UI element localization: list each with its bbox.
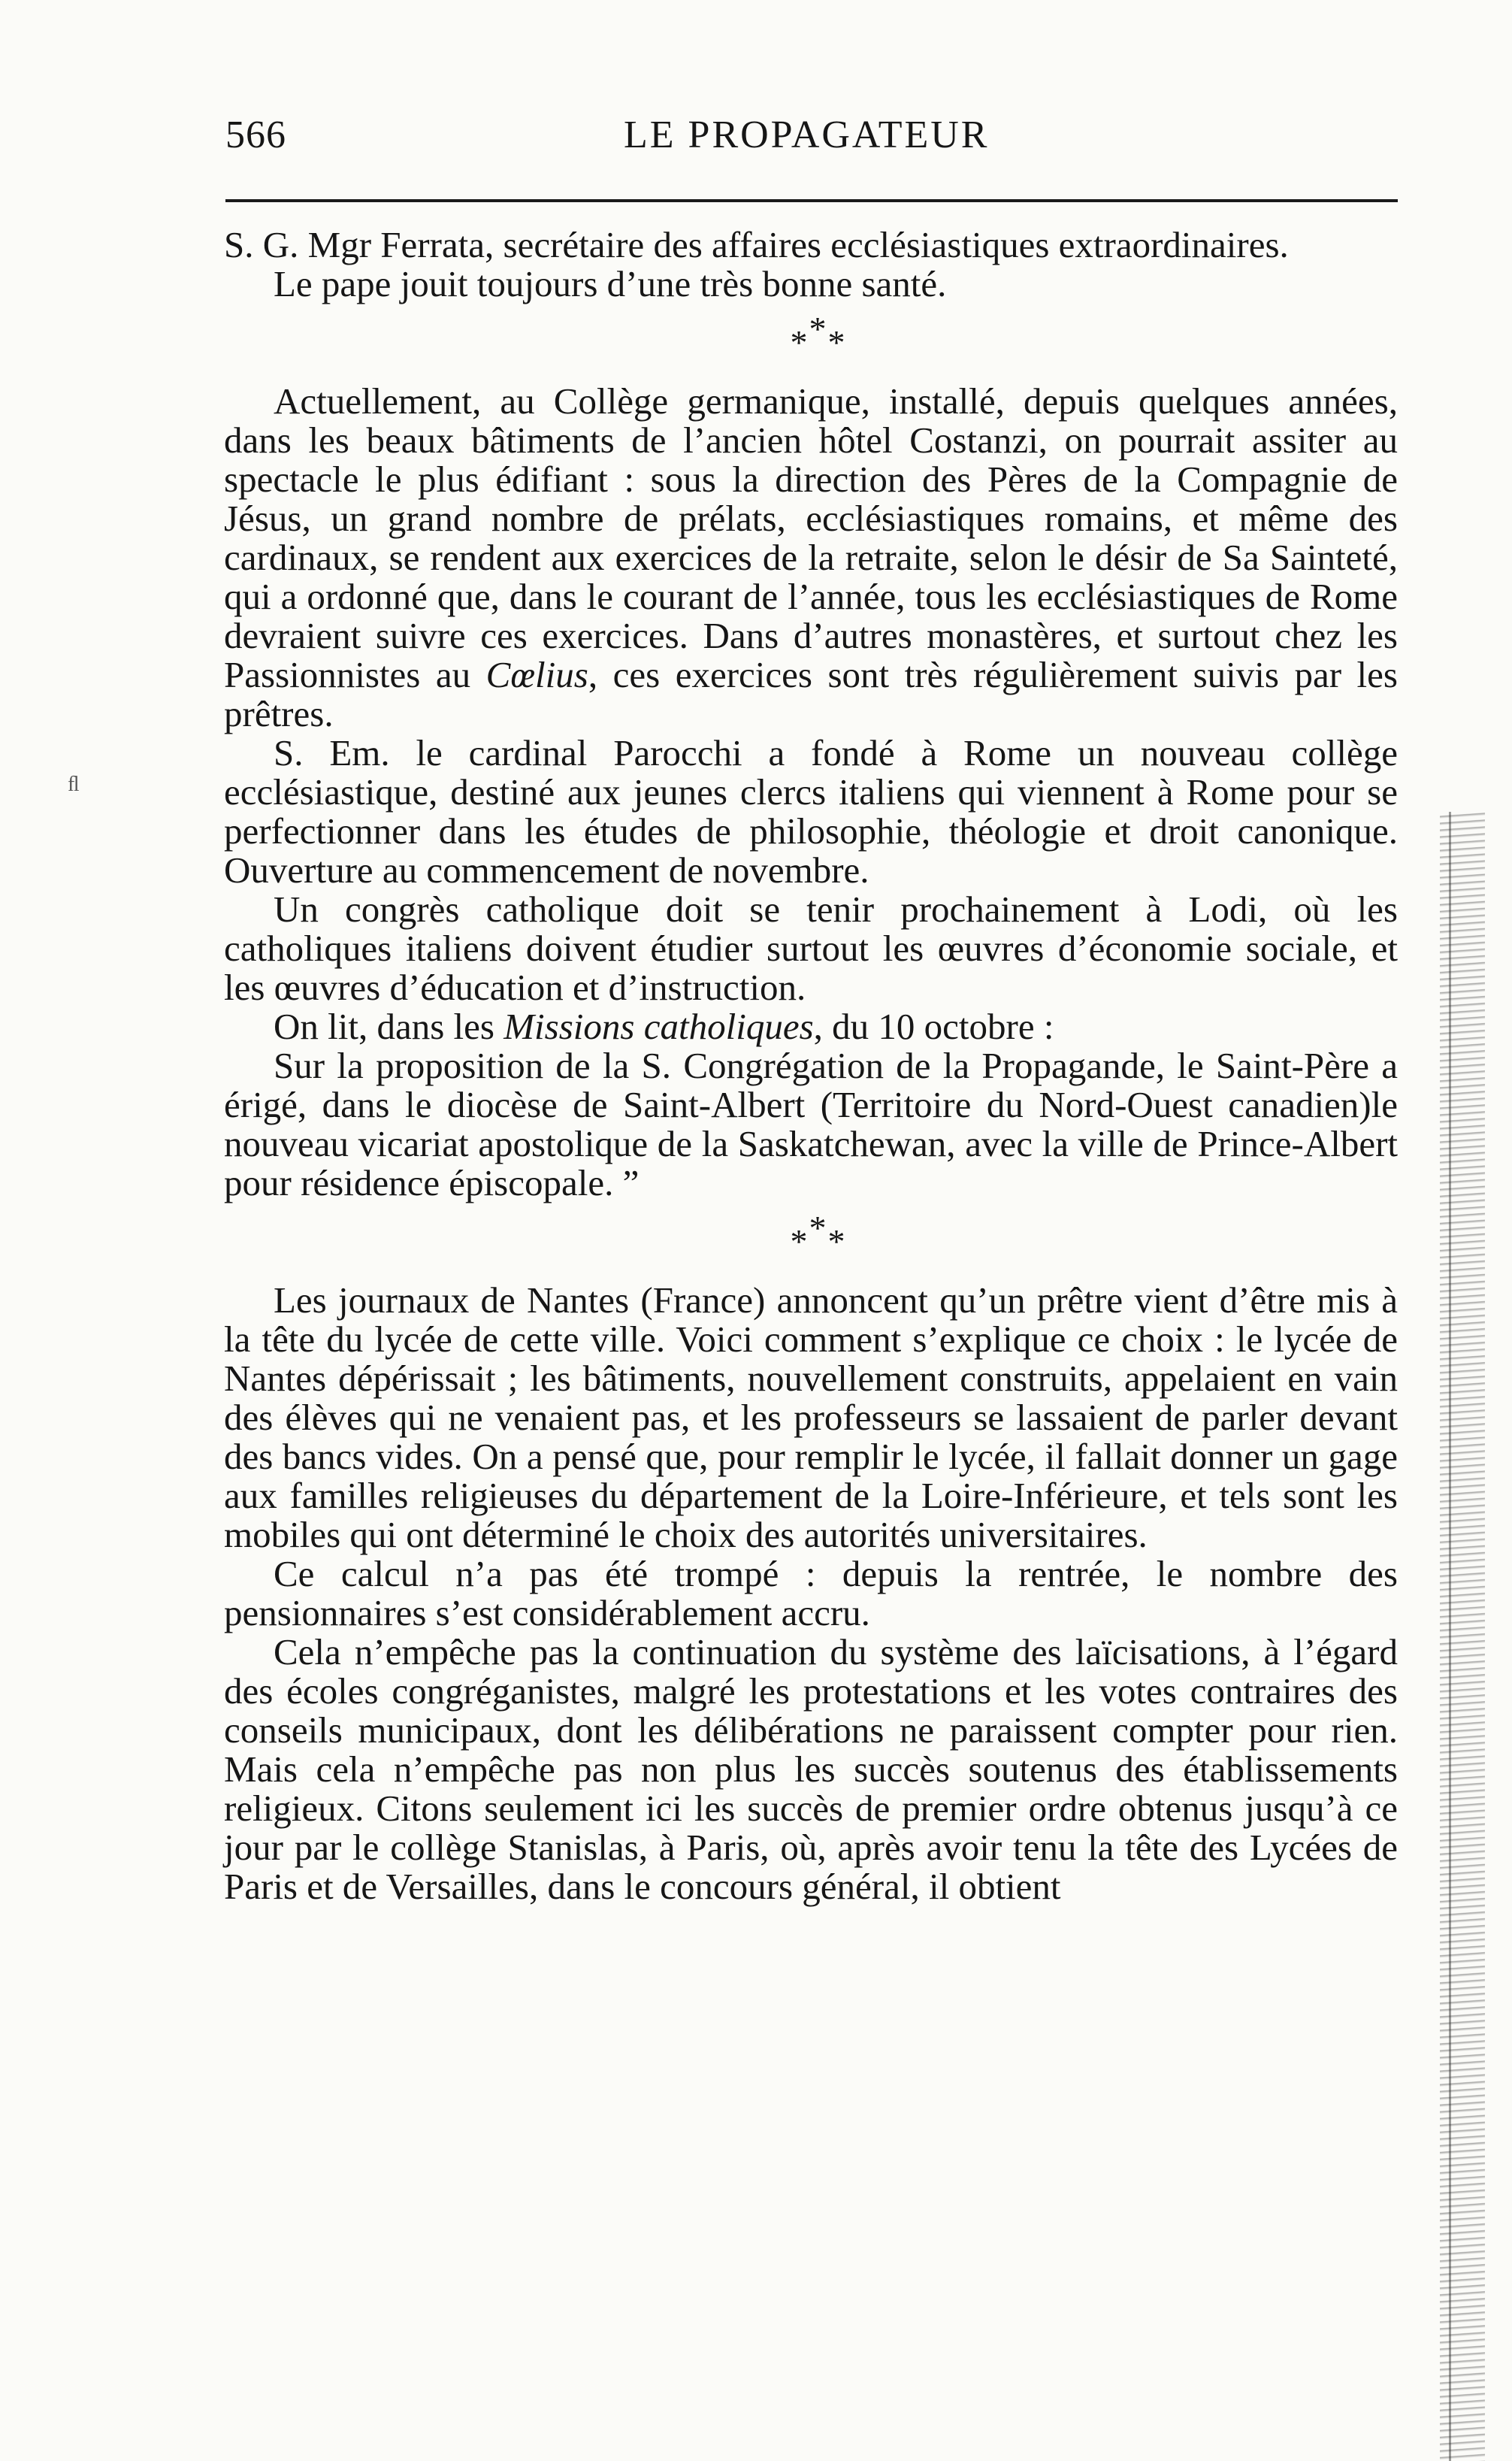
asterism-star-top: * — [809, 1209, 828, 1247]
paragraph-college-germanique — [224, 382, 1398, 734]
margin-mark: ﬂ — [68, 773, 80, 796]
section-asterism-2 — [224, 1203, 1398, 1281]
paragraph-missions-start: On lit, dans les — [274, 1006, 504, 1047]
missions-catholiques-italic: Missions catholiques — [503, 1006, 814, 1047]
article-body — [224, 226, 1398, 1906]
paragraph-lodi-congress: Un congrès catholique doit se tenir prochainement à Lodi, où les catholiques italiens doivent étudier surtout les œuvres d’économie sociale, et les œuvres d’éducation et d’instruction. — [224, 888, 1398, 1008]
paragraph-parocchi: S. Em. le cardinal Parocchi a fondé à Rome un nouveau collège ecclésiastique, destiné aux jeunes clercs italiens qui viennent à Rome pour se perfectionner dans les études de philosophie, théologie et droit canonique. Ouverture au commencement de novembre. — [224, 732, 1398, 891]
paragraph-nantes-lycee: Les journaux de Nantes (France) annoncent qu’un prêtre vient d’être mis à la tête du lycée de cette ville. Voici comment s’explique ce choix : le lycée de Nantes dépérissait ; les bâtiments, nouvellement construits, appelaient en vain des élèves qui ne venaient pas, et les professeurs se lassaient de parler devant des bancs vides. On a pensé que, pour remplir le lycée, il fallait donner un gage aux familles religieuses du département de la Loire-Inférieure, et tels sont les mobiles qui ont déterminé le choix des autorités universitaires. — [224, 1279, 1398, 1555]
paragraph-saskatchewan: Sur la proposition de la S. Congrégation de la Propagande, le Saint-Père a érigé, dans le diocèse de Saint-Albert (Territoire du Nord-Ouest canadien)le nouveau vicariat apostolique de la Saskatchewan, avec la ville de Prince-Albert pour résidence épiscopale. ” — [224, 1045, 1398, 1203]
asterism-star-right: * — [827, 1222, 847, 1261]
asterism-right — [791, 1209, 847, 1261]
header-rule — [225, 199, 1398, 202]
paragraph-pope-health: Le pape jouit toujours d’une très bonne santé. — [274, 263, 947, 304]
asterism-star-left: * — [790, 323, 809, 362]
asterism-star-top: * — [809, 310, 828, 348]
running-title: LE PROPAGATEUR — [624, 114, 990, 156]
page-number: 566 — [225, 114, 286, 156]
binding-edge — [1440, 812, 1485, 2461]
coelius-italic: Cœlius — [485, 654, 588, 695]
paragraph-missions-catholiques — [224, 1007, 1398, 1046]
paragraph-ferrata: S. G. Mgr Ferrata, secrétaire des affaires ecclésiastiques extraordinaires. — [224, 224, 1289, 265]
paragraph-laicisations: Cela n’empêche pas la continuation du système des laïcisations, à l’égard des écoles congréganistes, malgré les protestations et les votes contraires des conseils municipaux, dont les délibérations ne paraissent compter pour rien. Mais cela n’empêche pas non plus les succès soutenus des établissements religieux. Citons seulement ici les succès de premier ordre obtenus jusqu’à ce jour par le collège Stanislas, à Paris, où, après avoir tenu la tête des Lycées de Paris et de Versailles, dans le concours général, il obtient — [224, 1631, 1398, 1907]
page-header — [225, 113, 1398, 173]
paragraph-pensionnaires: Ce calcul n’a pas été trompé : depuis la rentrée, le nombre des pensionnaires s’est considérablement accru. — [224, 1553, 1398, 1633]
paragraph-missions-end: , du 10 octobre : — [813, 1006, 1054, 1047]
asterism-star-left: * — [790, 1222, 809, 1261]
paragraph-college-germanique-text: Actuellement, au Collège germanique, installé, depuis quelques années, dans les beaux bâtiments de l’ancien hôtel Costanzi, on pourrait assiter au spectacle le plus édifiant : sous la direction des Pères de la Compagnie de Jésus, un grand nombre de prélats, ecclésiastiques romains, et même des cardinaux, se rendent aux exercices de la retraite, selon le désir de Sa Sainteté, qui a ordonné que, dans le courant de l’année, tous les ecclésiastiques de Rome devraient suivre ces exercices. Dans d’autres monastères, et surtout chez les Passionnistes au — [224, 380, 1398, 695]
asterism-star-right: * — [827, 323, 847, 362]
section-asterism — [224, 304, 1398, 382]
asterism-left — [791, 310, 847, 362]
paragraph-college-germanique-end: , ces exercices sont très régulièrement suivis par les prêtres. — [224, 654, 1398, 734]
binding-line — [1449, 812, 1451, 2461]
